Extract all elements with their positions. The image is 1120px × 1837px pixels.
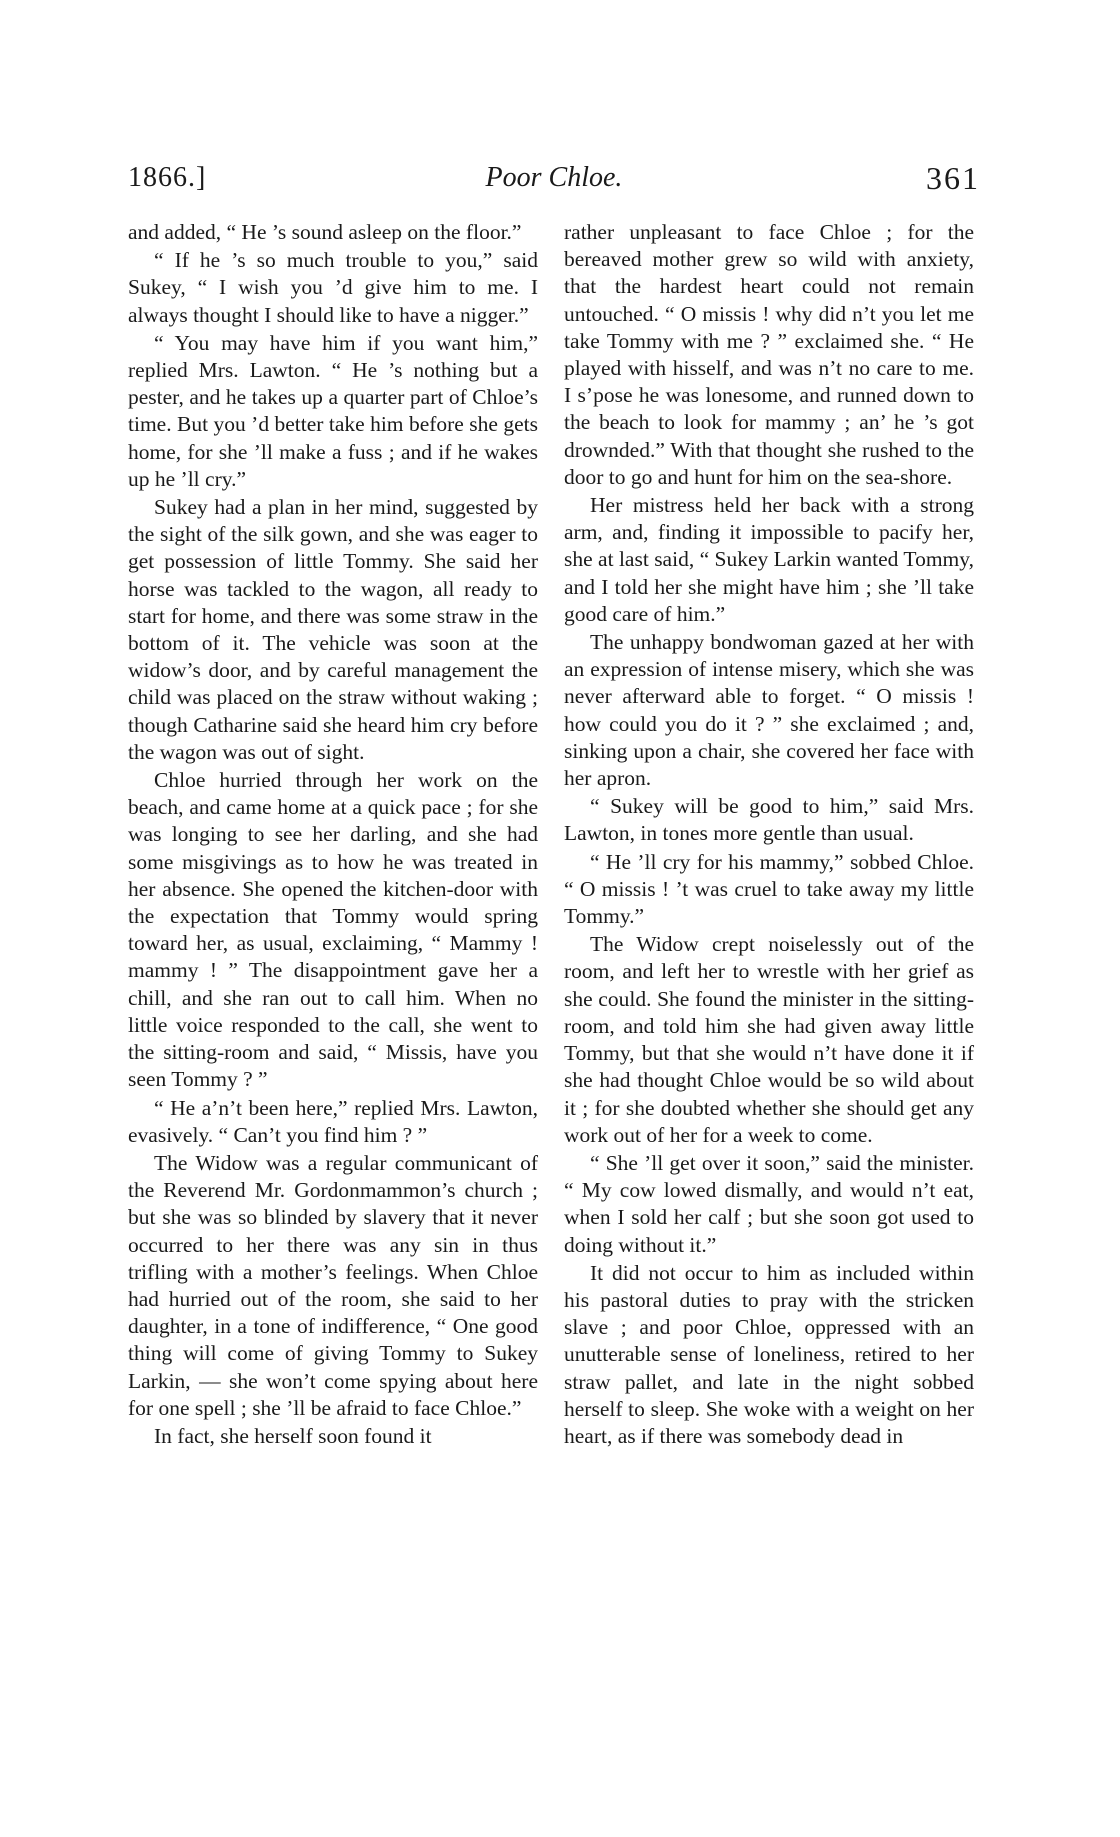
paragraph: It did not occur to him as included within his pastoral duties to pray with the stricken slave ; and poor Chloe, oppressed with an unutterable sense of loneliness, retired to her straw pallet, and late in the night sobbed herself to sleep. She woke with a weight on her heart, as if there was somebody dead in — [564, 1260, 974, 1448]
running-head — [128, 158, 980, 198]
paragraph: “ Sukey will be good to him,” said Mrs. Lawton, in tones more gentle than usual. — [564, 794, 974, 846]
header-year: 1866.] — [128, 162, 207, 193]
paragraph: rather unpleasant to face Chloe ; for the bereaved mother grew so wild with anxiety, that the hardest heart could not remain untouched. “ O missis ! why did n’t you let me take Tommy with me ? ” exclaimed she. “ He played with hisself, and was n’t no care to me. I s’pose he was lonesome, and runned down to the beach to look for mammy ; an’ he ’s got drownded.” With that thought she rushed to the door to go and hunt for him on the sea-shore. — [564, 220, 974, 489]
paragraph: Chloe hurried through her work on the beach, and came home at a quick pace ; for she was longing to see her darling, and she had some misgivings as to how he was treated in her absence. She opened the kitchen-door with the expectation that Tommy would spring toward her, as usual, exclaiming, “ Mammy ! mammy ! ” The disappointment gave her a chill, and she ran out to call him. When no little voice responded to the call, she went to the sitting-room and said, “ Missis, have you seen Tommy ? ” — [128, 768, 538, 1092]
paragraph: “ If he ’s so much trouble to you,” said Sukey, “ I wish you ’d give him to me. I always thought I should like to have a nigger.” — [128, 248, 538, 327]
paragraph: and added, “ He ’s sound asleep on the floor.” — [128, 220, 522, 244]
paragraph: In fact, she herself soon found it — [154, 1423, 432, 1448]
paragraph: “ You may have him if you want him,” replied Mrs. Lawton. “ He ’s nothing but a pester, and he takes up a quarter part of Chloe’s time. But you ’d better take him before she gets home, for she ’ll make a fuss ; and if he wakes up he ’ll cry.” — [128, 330, 538, 491]
paragraph: The unhappy bondwoman gazed at her with an expression of intense misery, which she was never afterward able to forget. “ O missis ! how could you do it ? ” she exclaimed ; and, sinking upon a chair, she covered her face with her apron. — [564, 630, 974, 791]
right-column — [564, 219, 974, 1451]
paragraph: “ He ’ll cry for his mammy,” sobbed Chloe. “ O missis ! ’t was cruel to take away my little Tommy.” — [564, 849, 974, 929]
page-number: 361 — [926, 160, 980, 196]
paragraph: Her mistress held her back with a strong arm, and, finding it impossible to pacify her, she at last said, “ Sukey Larkin wanted Tommy, and I told her she might have him ; she ’ll take good care of him.” — [564, 493, 974, 626]
paragraph: Sukey had a plan in her mind, suggested by the sight of the silk gown, and she was eager to get possession of little Tommy. She said her horse was tackled to the wagon, all ready to start for home, and there was some straw in the bottom of it. The vehicle was soon at the widow’s door, and by careful management the child was placed on the straw without waking ; though Catharine said she heard him cry before the wagon was out of sight. — [128, 495, 538, 764]
left-column — [128, 219, 538, 1451]
paragraph: The Widow was a regular communicant of the Reverend Mr. Gordonmammon’s church ; but she was so blinded by slavery that it never occurred to her there was any sin in thus trifling with a mother’s feelings. When Chloe had hurried out of the room, she said to her daughter, in a tone of indifference, “ One good thing will come of giving Tommy to Sukey Larkin, — she won’t come spying about here for one spell ; she ’ll be afraid to face Chloe.” — [128, 1150, 538, 1420]
header-title: Poor Chloe. — [485, 162, 623, 193]
paragraph: The Widow crept noiselessly out of the room, and left her to wrestle with her grief as she could. She found the minister in the sitting-room, and told him she had given away little Tommy, but that she would n’t have done it if she had thought Chloe would be so wild about it ; for she doubted whether she should get any work out of her for a week to come. — [564, 932, 974, 1147]
paragraph: “ He a’n’t been here,” replied Mrs. Lawton, evasively. “ Can’t you find him ? ” — [128, 1095, 538, 1147]
paragraph: “ She ’ll get over it soon,” said the minister. “ My cow lowed dismally, and would n’t eat, when I sold her calf ; but she soon got used to doing without it.” — [564, 1150, 974, 1257]
